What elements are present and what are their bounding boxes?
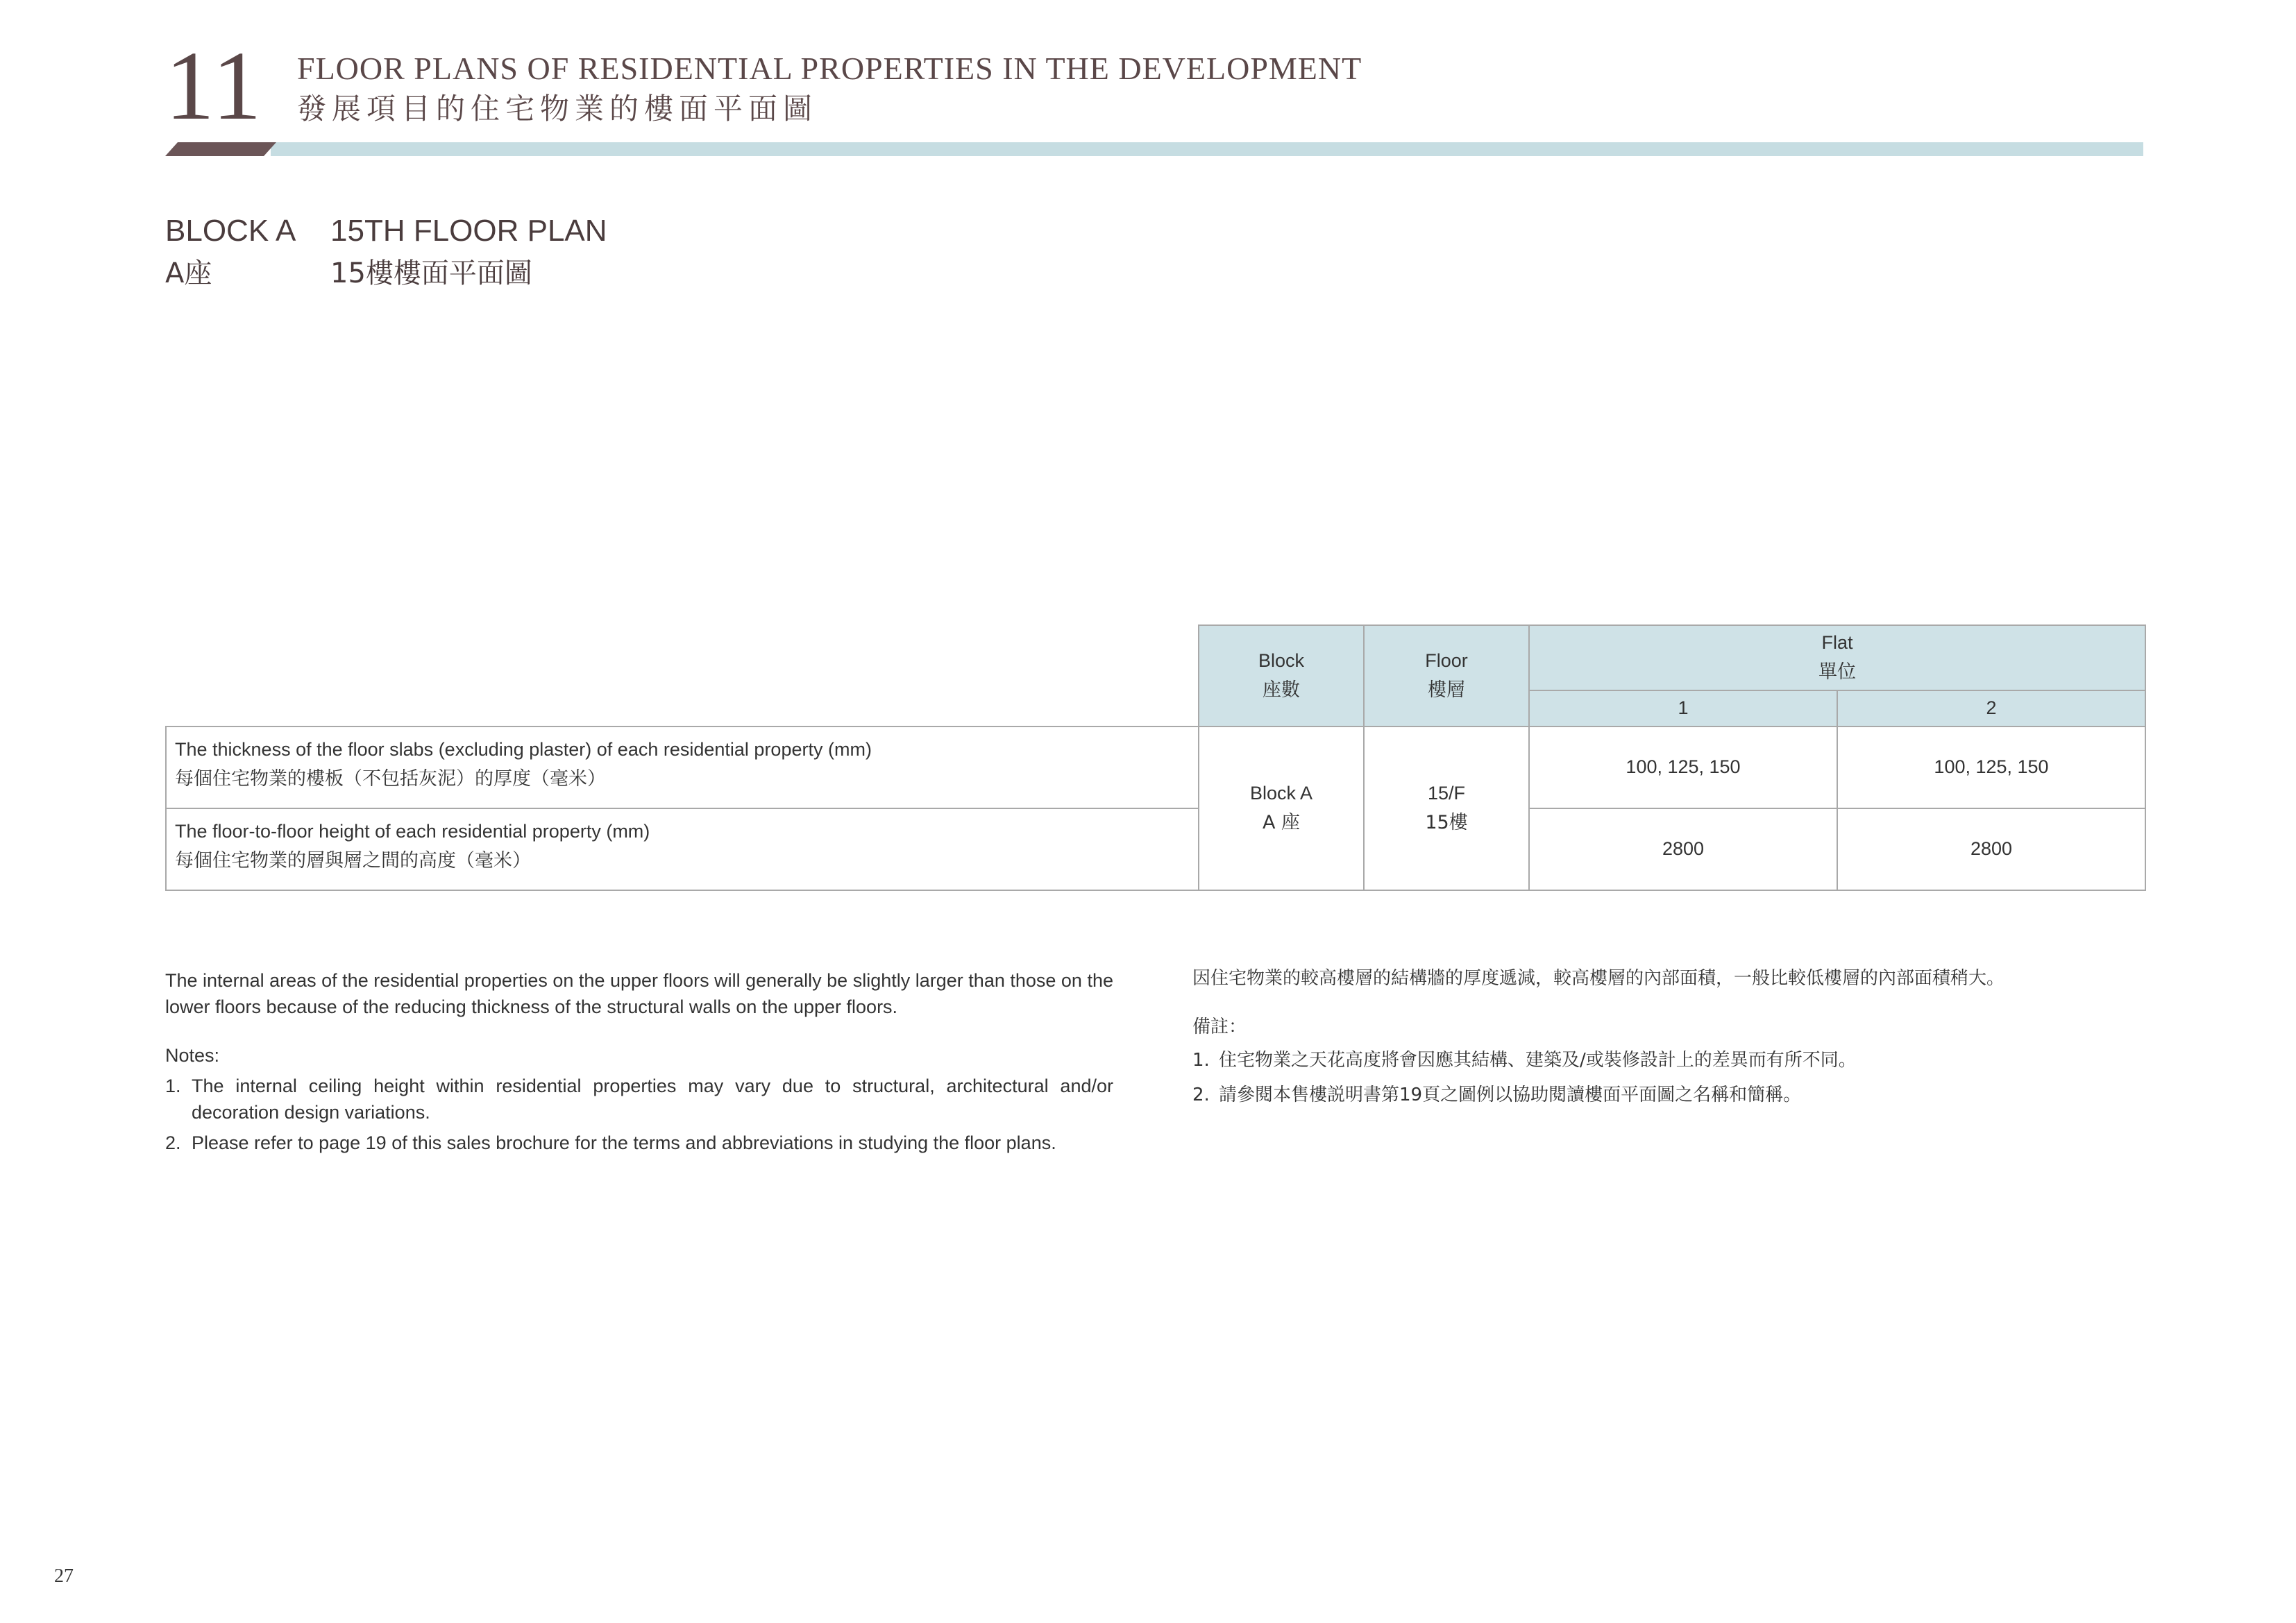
header-floor-zh: 樓層 [1428,679,1465,701]
height-value-flat-1: 2800 [1529,808,1837,890]
block-label-zh: A座 [165,257,212,289]
header-block [1199,625,1364,726]
header-floor [1364,625,1529,726]
notes-en-block [165,967,1113,1160]
chapter-title-en: FLOOR PLANS OF RESIDENTIAL PROPERTIES IN THE DEVELOPMENT [297,51,1362,86]
table-row [166,808,2145,890]
height-value-flat-2: 2800 [1837,808,2145,890]
header-block-zh: 座數 [1263,679,1300,701]
list-item [1192,1047,2150,1073]
table-blank-header [166,625,1199,726]
list-item [1192,1082,2150,1108]
floor-value-en: 15/F [1427,783,1466,804]
header-floor-en: Floor [1425,650,1468,672]
block-value-zh: A 座 [1262,812,1301,833]
notes-en-item-1-num: 1. [165,1076,181,1096]
row-label-height-zh: 每個住宅物業的層與層之間的高度（毫米） [175,849,531,872]
header-flat [1529,625,2145,690]
notes-en-heading: Notes: [165,1045,220,1066]
row-label-slab-zh: 每個住宅物業的樓板（不包括灰泥）的厚度（毫米） [175,767,606,790]
slab-value-flat-2: 100, 125, 150 [1837,726,2145,808]
row-label-height-en: The floor-to-floor height of each residential property (mm) [175,821,650,842]
plan-title-zh: 15樓樓面平面圖 [330,257,532,289]
floor-value-zh: 15樓 [1425,812,1468,833]
chapter-number: 11 [165,31,263,140]
floor-value [1364,726,1529,890]
notes-zh-block [1192,965,2150,1112]
block-value-en: Block A [1249,783,1313,804]
notes-zh-intro: 因住宅物業的較高樓層的結構牆的厚度遞減，較高樓層的內部面積，一般比較低樓層的內部面積稍大。 [1192,968,2005,989]
notes-zh-item-2-num: 2. [1192,1085,1210,1105]
notes-zh-item-1-text: 住宅物業之天花高度將會因應其結構、建築及/或裝修設計上的差異而有所不同。 [1219,1050,1857,1071]
page-number: 27 [54,1565,74,1587]
header-divider-bar [271,142,2143,156]
plan-title-en: 15TH FLOOR PLAN [330,214,607,248]
chapter-title-zh: 發展項目的住宅物業的樓面平面圖 [297,92,818,126]
notes-zh-item-1-num: 1. [1192,1050,1210,1071]
notes-en-item-1-text: The internal ceiling height within residential properties may vary due to structural, architectural and/or decoration design variations. [192,1076,1113,1123]
notes-en-item-2-text: Please refer to page 19 of this sales brochure for the terms and abbreviations in studying the floor plans. [192,1132,1056,1153]
notes-zh-heading: 備註： [1192,1017,1247,1037]
slab-value-flat-1: 100, 125, 150 [1529,726,1837,808]
header-flat-1: 1 [1529,690,1837,726]
header-block-en: Block [1258,650,1305,672]
notes-zh-item-2-text: 請參閱本售樓説明書第19頁之圖例以協助閱讀樓面平面圖之名稱和簡稱。 [1219,1085,1802,1105]
list-item [165,1130,1113,1156]
block-value [1199,726,1364,890]
notes-en-item-2-num: 2. [165,1132,181,1153]
row-label-slab [166,726,1199,808]
header-accent-tab [165,142,276,156]
row-label-height [166,808,1199,890]
floor-spec-table [165,624,2146,891]
header-flat-zh: 單位 [1818,661,1856,683]
header-flat-2: 2 [1837,690,2145,726]
table-row [166,726,2145,808]
notes-en-intro: The internal areas of the residential properties on the upper floors will generally be slightly larger than those on the lower floors because of the reducing thickness of the structural walls on the upper floors. [165,970,1113,1017]
row-label-slab-en: The thickness of the floor slabs (excluding plaster) of each residential property (mm) [175,739,872,760]
block-label-en: BLOCK A [165,214,296,248]
list-item [165,1073,1113,1125]
header-flat-en: Flat [1821,632,1853,654]
